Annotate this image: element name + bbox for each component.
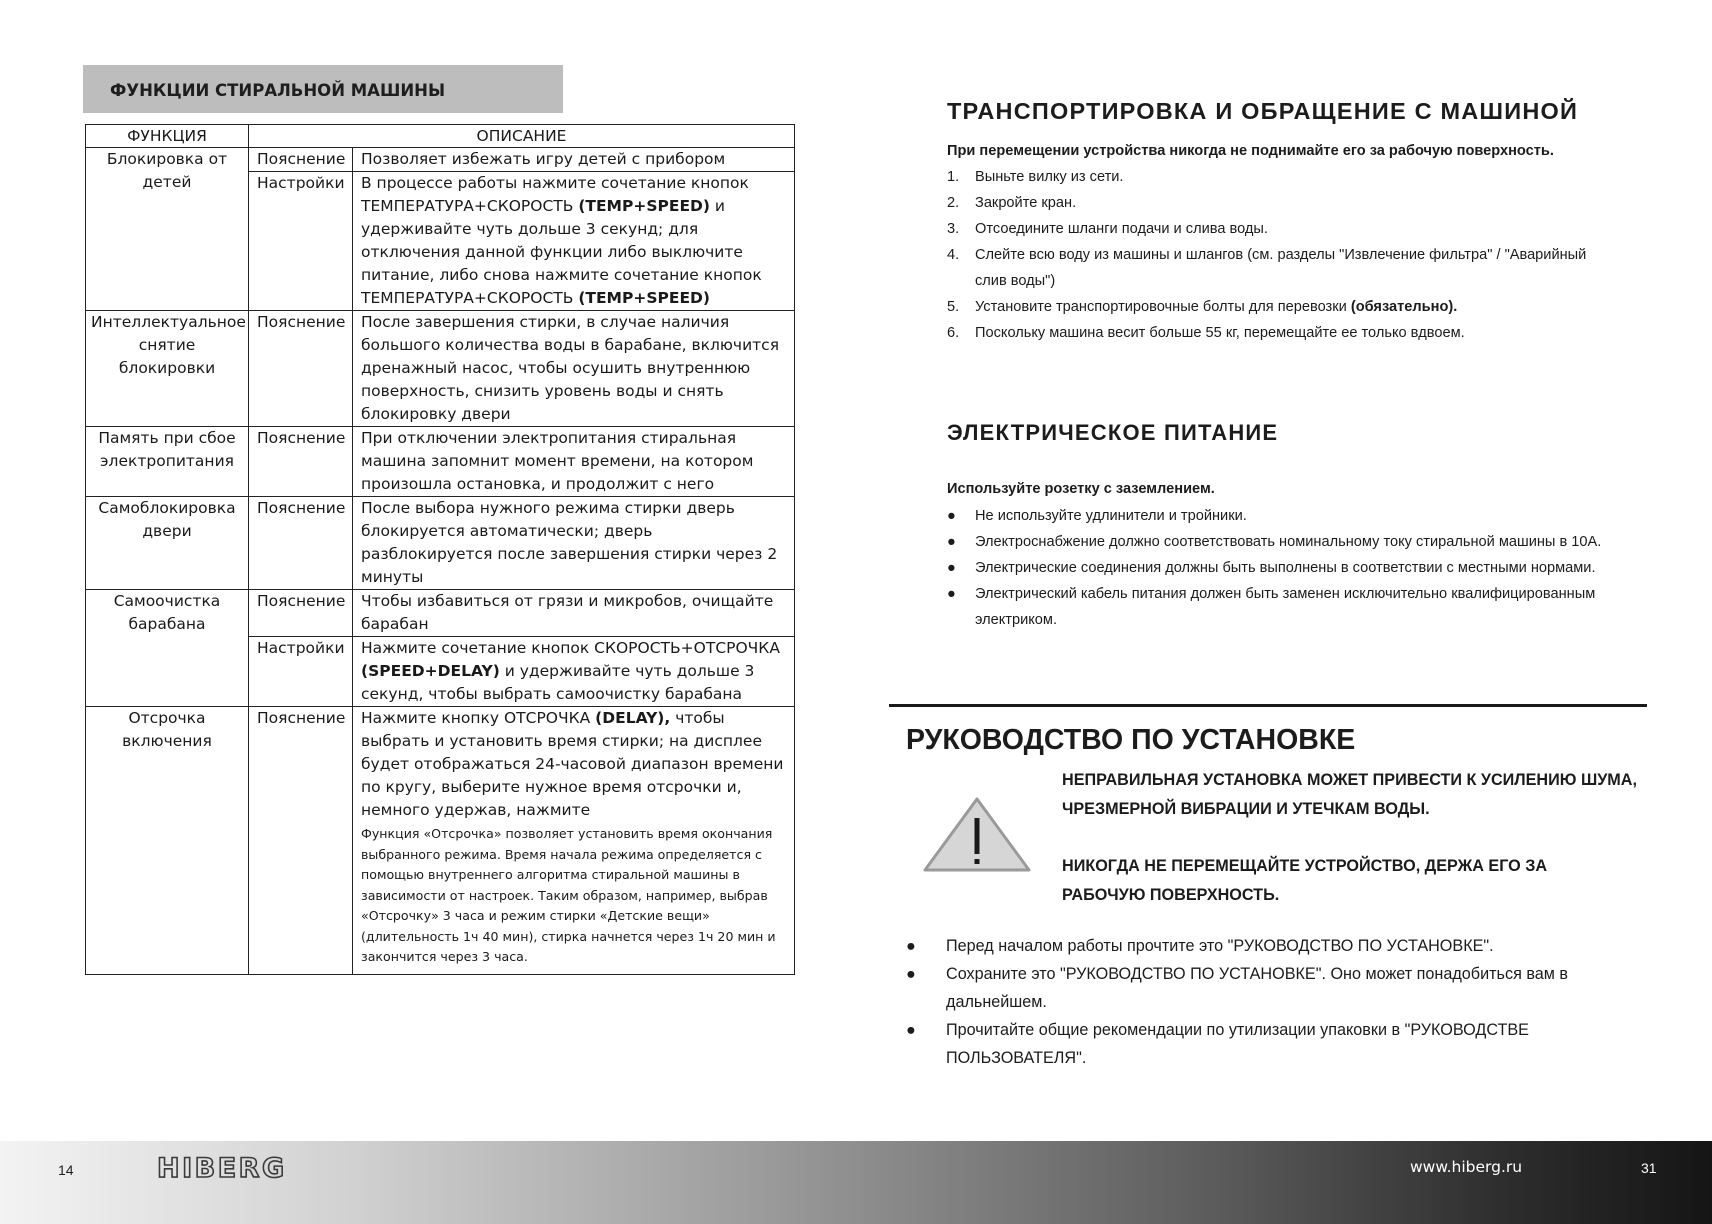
bullet-icon: ● bbox=[947, 508, 956, 524]
transport-title: ТРАНСПОРТИРОВКА И ОБРАЩЕНИЕ С МАШИНОЙ bbox=[947, 98, 1579, 124]
list-item: ● Прочитайте общие рекомендации по утилизации упаковки в "РУКОВОДСТВЕ ПОЛЬЗОВАТЕЛЯ". bbox=[906, 1016, 1606, 1072]
functions-table bbox=[85, 124, 795, 975]
install-title: РУКОВОДСТВО ПО УСТАНОВКЕ bbox=[906, 724, 1356, 756]
row-description: В процессе работы нажмите сочетание кнопок ТЕМПЕРАТУРА+СКОРОСТЬ (TEMP+SPEED) и удерживайте чуть дольше 3 секунд; для отключения данной функции либо выключите питание, либо снова нажмите сочетание кнопок ТЕМПЕРАТУРА+СКОРОСТЬ (TEMP+SPEED) bbox=[353, 172, 795, 311]
table-row bbox=[86, 707, 795, 975]
function-name: Самоблокировка двери bbox=[86, 497, 249, 590]
warning-triangle-icon bbox=[922, 796, 1032, 874]
page-number-right: 31 bbox=[1641, 1160, 1657, 1176]
table-row bbox=[86, 311, 795, 427]
bullet-icon: ● bbox=[947, 586, 956, 602]
transport-list bbox=[947, 164, 1647, 346]
section-divider bbox=[889, 704, 1647, 707]
warning-noise: НЕПРАВИЛЬНАЯ УСТАНОВКА МОЖЕТ ПРИВЕСТИ К УСИЛЕНИЮ ШУМА, ЧРЕЗМЕРНОЙ ВИБРАЦИИ И УТЕЧКАМ ВОДЫ. bbox=[1062, 771, 1637, 818]
row-kind: Пояснение bbox=[249, 148, 353, 172]
function-name: Интеллектуальное снятие блокировки bbox=[86, 311, 249, 427]
list-item: ● Не используйте удлинители и тройники. bbox=[947, 503, 1637, 529]
table-row bbox=[86, 148, 795, 172]
power-title: ЭЛЕКТРИЧЕСКОЕ ПИТАНИЕ bbox=[947, 420, 1279, 445]
table-row bbox=[86, 427, 795, 497]
list-item: 4. Слейте всю воду из машины и шлангов (см. разделы "Извлечение фильтра" / "Аварийный слив воды") bbox=[947, 247, 1587, 289]
power-list bbox=[947, 503, 1637, 633]
row-description: После завершения стирки, в случае наличия большого количества воды в барабане, включится дренажный насос, чтобы осушить внутреннюю поверхность, снизить уровень воды и снять блокировку двери bbox=[353, 311, 795, 427]
list-item: ● Сохраните это "РУКОВОДСТВО ПО УСТАНОВКЕ". Оно может понадобиться вам в дальнейшем. bbox=[906, 960, 1606, 1016]
list-item: ● Электроснабжение должно соответствовать номинальному току стиральной машины в 10А. bbox=[947, 529, 1637, 555]
delay-note: Функция «Отсрочка» позволяет установить время окончания выбранного режима. Время начала режима определяется с помощью внутреннего алгоритма стиральной машины в зависимости от настроек. Таким образом, например, выбрав «Отсрочку» 3 часа и режим стирки «Детские вещи» (длительность 1ч 40 мин), стирка начнется через 1ч 20 мин и закончится через 3 часа. bbox=[361, 826, 776, 964]
row-description: Позволяет избежать игру детей с прибором bbox=[353, 148, 795, 172]
table-row bbox=[86, 590, 795, 637]
page-number-left: 14 bbox=[58, 1162, 74, 1178]
row-kind: Пояснение bbox=[249, 427, 353, 497]
row-kind: Пояснение bbox=[249, 707, 353, 975]
website-link[interactable]: www.hiberg.ru bbox=[1410, 1158, 1523, 1176]
list-item: ● Электрические соединения должны быть выполнены в соответствии с местными нормами. bbox=[947, 555, 1637, 581]
list-item: 5. Установите транспортировочные болты для перевозки (обязательно). bbox=[947, 299, 1458, 315]
list-item: ● Перед началом работы прочтите это "РУКОВОДСТВО ПО УСТАНОВКЕ". bbox=[906, 932, 1606, 960]
function-name: Блокировка от детей bbox=[86, 148, 249, 311]
list-item: 1. Выньте вилку из сети. bbox=[947, 169, 1124, 185]
brand-logo: HIBERG bbox=[157, 1153, 287, 1184]
row-kind: Настройки bbox=[249, 172, 353, 311]
bullet-icon: ● bbox=[906, 937, 916, 955]
section-title: ФУНКЦИИ СТИРАЛЬНОЙ МАШИНЫ bbox=[110, 81, 446, 100]
bullet-icon: ● bbox=[906, 1021, 916, 1039]
install-list bbox=[906, 932, 1606, 1072]
list-item: 3. Отсоедините шланги подачи и слива воды. bbox=[947, 221, 1268, 237]
warning-lifting: НИКОГДА НЕ ПЕРЕМЕЩАЙТЕ УСТРОЙСТВО, ДЕРЖА ЕГО ЗА РАБОЧУЮ ПОВЕРХНОСТЬ. bbox=[1062, 857, 1548, 904]
transport-subtitle: При перемещении устройства никогда не поднимайте его за рабочую поверхность. bbox=[947, 143, 1554, 159]
list-item: 2. Закройте кран. bbox=[947, 195, 1077, 211]
section-title-banner bbox=[83, 65, 563, 113]
header-function: ФУНКЦИЯ bbox=[86, 125, 249, 148]
row-kind: Пояснение bbox=[249, 497, 353, 590]
row-description: Нажмите кнопку ОТСРОЧКА (DELAY), чтобы выбрать и установить время стирки; на дисплее будет отображаться 24-часовой диапазон времени по кругу, выберите нужное время отсрочки и, немного удержав, нажмите Функция «Отсрочка» позволяет установить время окончания выбранного режима. Время начала режима определяется с помощью внутреннего алгоритма стиральной машины в зависимости от настроек. Таким образом, например, выбрав «Отсрочку» 3 часа и режим стирки «Детские вещи» (длительность 1ч 40 мин), стирка начнется через 1ч 20 мин и закончится через 3 часа. bbox=[353, 707, 795, 975]
function-name: Отсрочка включения bbox=[86, 707, 249, 975]
row-description: Нажмите сочетание кнопок СКОРОСТЬ+ОТСРОЧКА (SPEED+DELAY) и удерживайте чуть дольше 3 секунд, чтобы выбрать самоочистку барабана bbox=[353, 637, 795, 707]
table-header-row bbox=[86, 125, 795, 148]
list-item: 6. Поскольку машина весит больше 55 кг, перемещайте ее только вдвоем. bbox=[947, 325, 1465, 341]
row-description: После выбора нужного режима стирки дверь блокируется автоматически; дверь разблокируется после завершения стирки через 2 минуты bbox=[353, 497, 795, 590]
row-description: Чтобы избавиться от грязи и микробов, очищайте барабан bbox=[353, 590, 795, 637]
function-name: Самоочистка барабана bbox=[86, 590, 249, 707]
row-kind: Настройки bbox=[249, 637, 353, 707]
row-kind: Пояснение bbox=[249, 590, 353, 637]
table-row bbox=[86, 497, 795, 590]
bullet-icon: ● bbox=[906, 965, 916, 983]
list-item: ● Электрический кабель питания должен быть заменен исключительно квалифицированным электриком. bbox=[947, 581, 1637, 633]
power-subtitle: Используйте розетку с заземлением. bbox=[947, 481, 1215, 497]
bullet-icon: ● bbox=[947, 534, 956, 550]
header-description: ОПИСАНИЕ bbox=[249, 125, 795, 148]
row-kind: Пояснение bbox=[249, 311, 353, 427]
function-name: Память при сбое электропитания bbox=[86, 427, 249, 497]
bullet-icon: ● bbox=[947, 560, 956, 576]
row-description: При отключении электропитания стиральная машина запомнит момент времени, на котором произошла остановка, и продолжит с него bbox=[353, 427, 795, 497]
